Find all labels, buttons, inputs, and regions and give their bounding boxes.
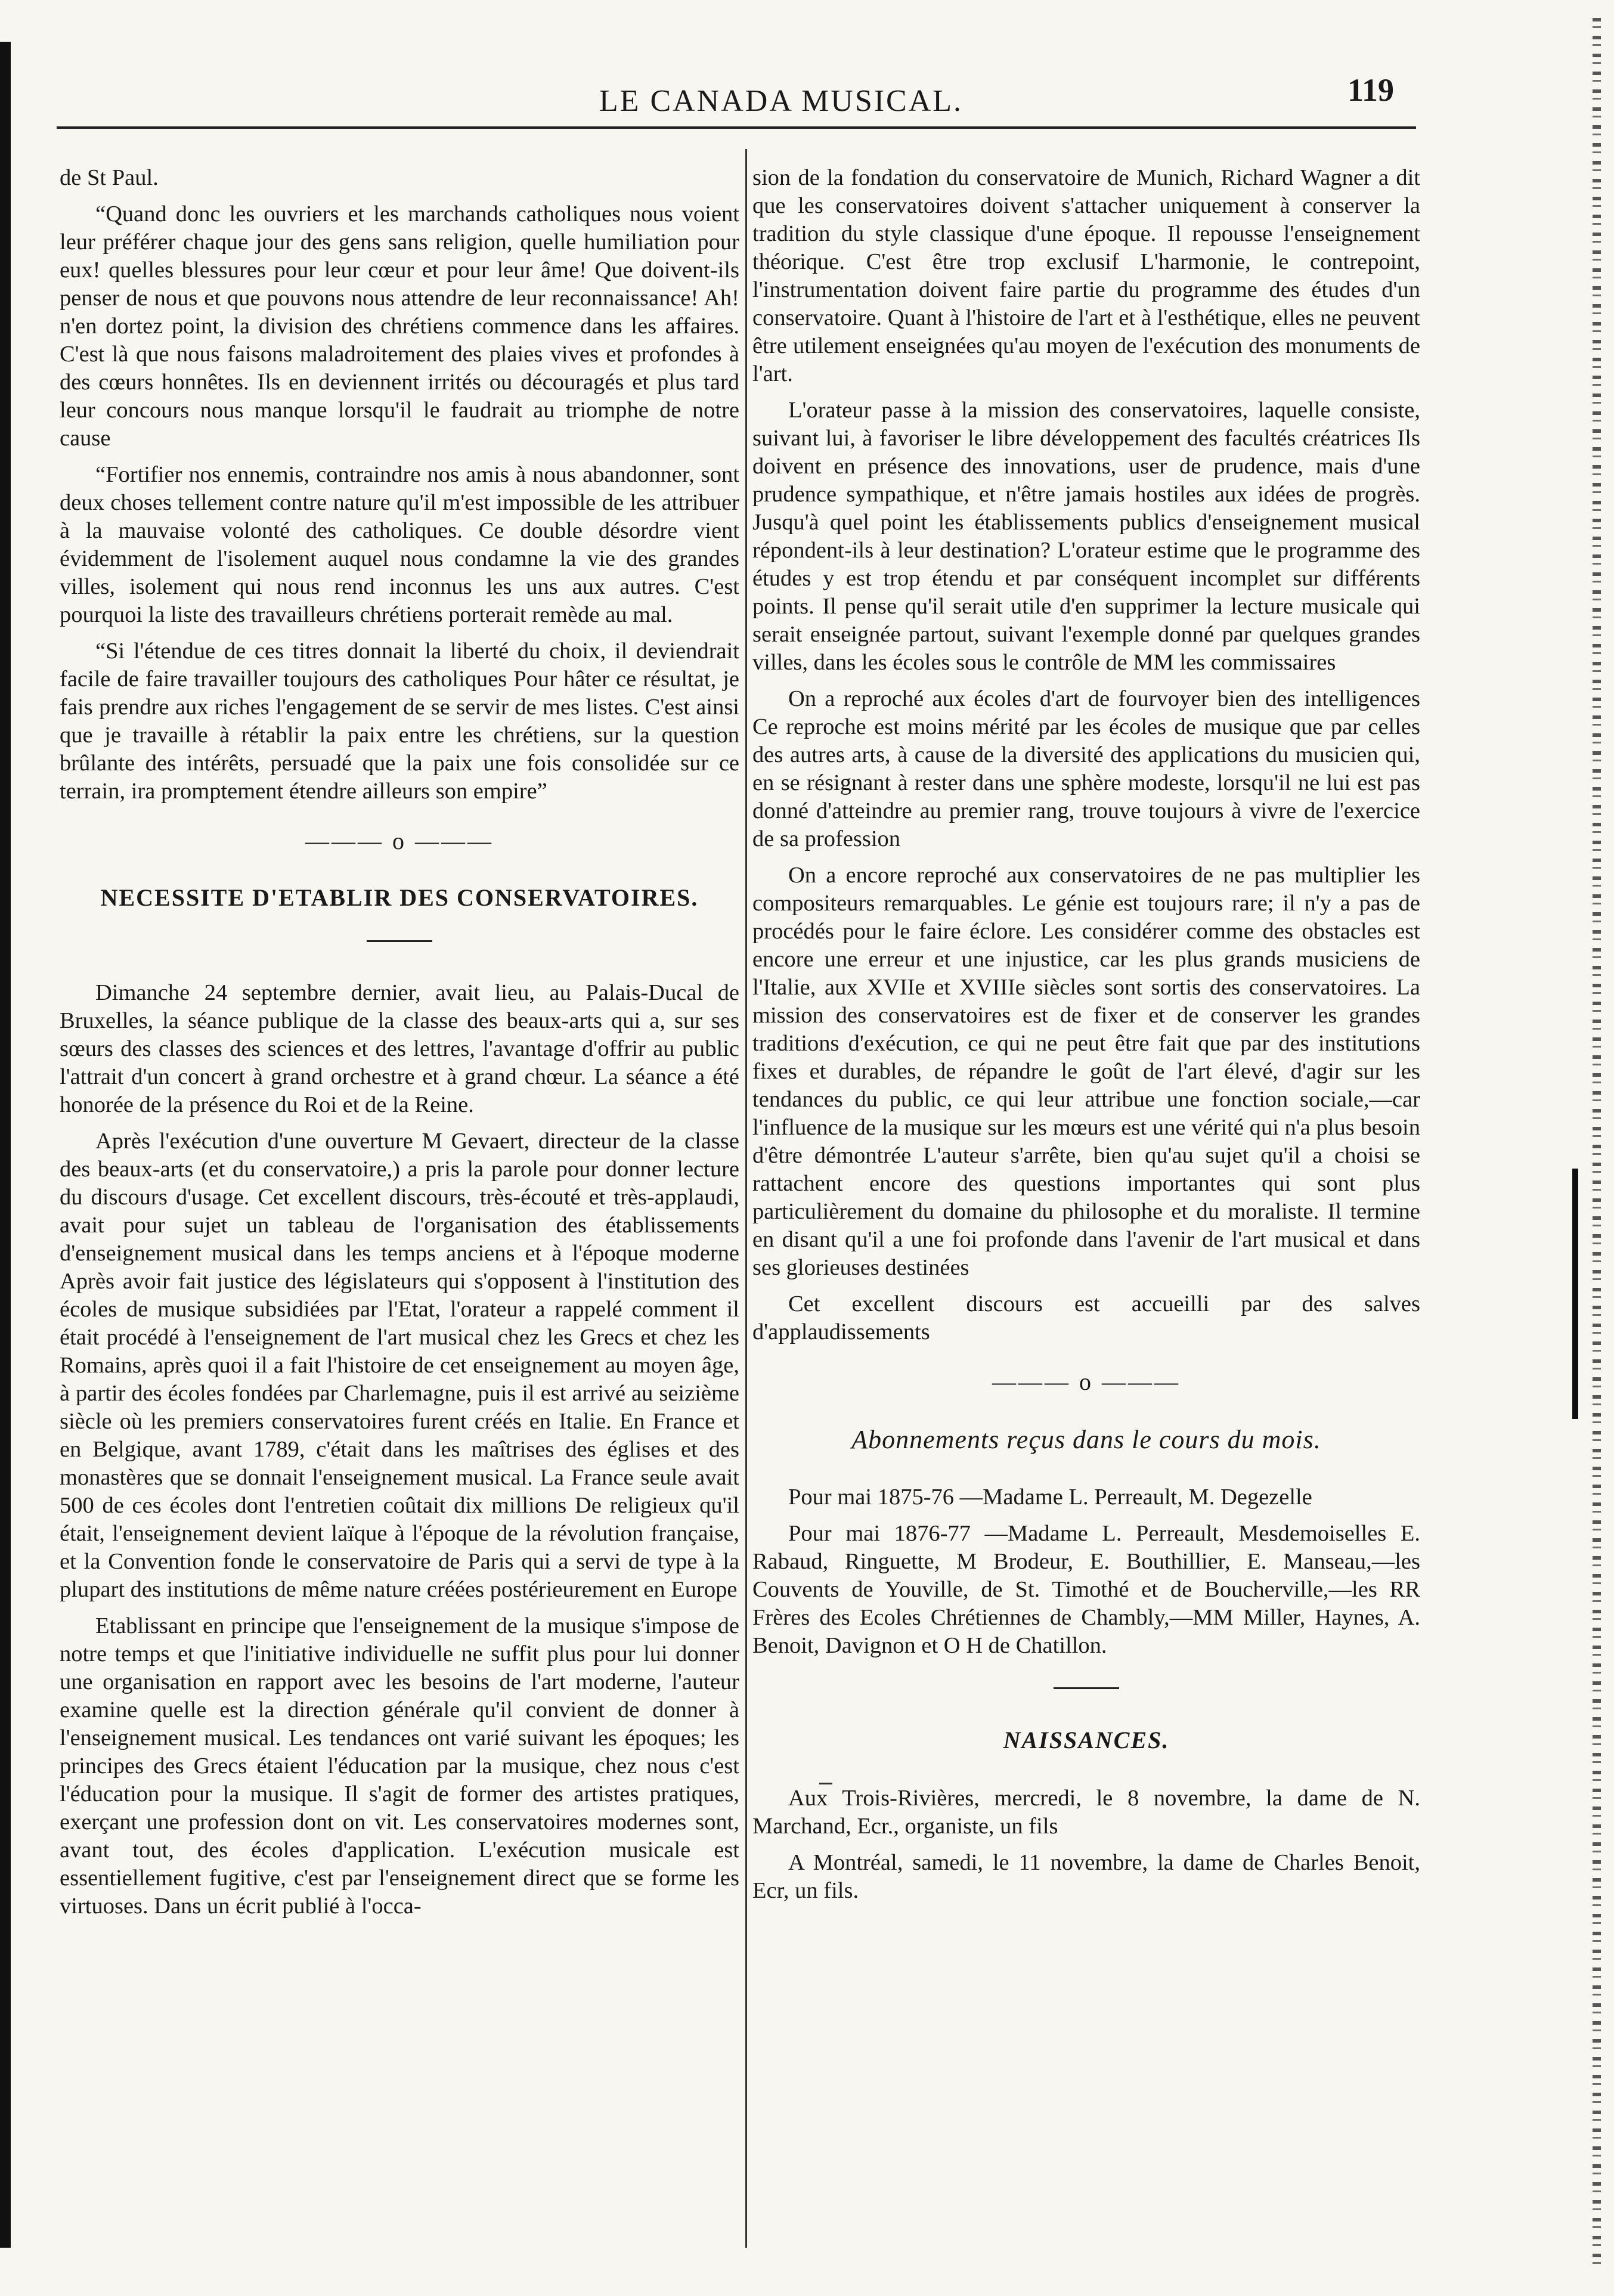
birth-entry: Aux Trois-Rivières, mercredi, le 8 novembre, la dame de N. Marchand, Ecr., organiste, un fils xyxy=(752,1786,1420,1839)
running-title: LE CANADA MUSICAL. xyxy=(599,84,964,118)
article-paragraph: de St Paul. xyxy=(60,165,159,190)
section-separator: ——— o ——— xyxy=(305,828,494,854)
binding-edge xyxy=(0,42,11,2248)
article-paragraph: On a reproché aux écoles d'art de fourvoyer bien des intelligences Ce reproche est moins mérité par les écoles de musique que par celles des autres arts, à cause de la diversité des applications du musicien qui, en se résignant à rester dans une sphère modeste, lorsqu'il ne lui est pas donné d'atteindre au premier rang, trouve toujours à vivre de l'exercice de sa profession xyxy=(752,686,1420,851)
page-edge-mark xyxy=(1572,1169,1578,1419)
article-paragraph: Cet excellent discours est accueilli par des salves d'applaudissements xyxy=(752,1291,1420,1344)
article-paragraph: sion de la fondation du conservatoire de Munich, Richard Wagner a dit que les conservatoires doivent s'attacher uniquement à conserver la tradition du style classique d'une époque. Il repousse l'enseignement théorique. C'est être trop exclusif L'harmonie, le contrepoint, l'instrumentation doivent faire partie du programme des études d'un conservatoire. Quant à l'histoire de l'art et à l'esthétique, elles ne peuvent être utilement enseignées qu'au moyen de l'exécution des monuments de l'art. xyxy=(752,165,1420,386)
page-header xyxy=(0,72,1614,119)
article-paragraph: L'orateur passe à la mission des conservatoires, laquelle consiste, suivant lui, à favoriser le libre développement des facultés créatrices Ils doivent en présence des innovations, user de prudence, mais d'une prudence sympathique, et n'être jamais hostiles aux idées de progrès. Jusqu'à quel point les établissements publics d'enseignement musical répondent-ils à leur destination? L'orateur estime que le programme des études y est trop étendu et par conséquent incomplet sur différents points. Il pense qu'il serait utile d'en supprimer la lecture musicale qui serait enseignée partout, suivant l'exemple donné par quelques grandes villes, dans les écoles sous le contrôle de MM les commissaires xyxy=(752,398,1420,675)
title-rule xyxy=(1054,1687,1119,1689)
article-paragraph: “Si l'étendue de ces titres donnait la liberté du choix, il deviendrait facile de faire travailler toujours des catholiques Pour hâter ce résultat, je fais prendre aux riches l'engagement de se servir de mes listes. C'est ainsi que je travaille à rétablir la paix entre les chrétiens, sur la question brûlante des intérêts, persuadé que la paix une fois consolidée sur ce terrain, ira promptement étendre ailleurs son empire” xyxy=(60,639,739,804)
subscription-entry: Pour mai 1876-77 —Madame L. Perreault, Mesdemoiselles E. Rabaud, Ringuette, M Brodeur, E. Bouthillier, E. Manseau,—les Couvents de Youville, de St. Timothé et de Boucherville,—les RR Frères des Ecoles Chrétiennes de Chambly,—MM Miller, Haynes, A. Benoit, Davignon et O H de Chatillon. xyxy=(752,1521,1420,1658)
column-divider xyxy=(745,149,747,2248)
birth-entry: A Montréal, samedi, le 11 novembre, la dame de Charles Benoit, Ecr, un fils. xyxy=(752,1850,1420,1903)
article-paragraph: On a encore reproché aux conservatoires de ne pas multiplier les compositeurs remarquables. Le génie est toujours rare; il n'y a pas de procédés pour le faire éclore. Les considérer comme des obstacles est encore une erreur et une injustice, car les plus grands musiciens de l'Italie, aux XVIIe et XVIIIe siècles sont sortis des conservatoires. La mission des conservatoires est de fixer et de conserver les grandes traditions d'exécution, ce qui ne peut être fait que par des institutions fixes et durables, de répandre le goût de l'art élevé, d'agir sur les tendances du public, ce qui leur attribue une fonction sociale,—car l'influence de la musique sur les mœurs est une vérité qui n'a plus besoin d'être démontrée L'auteur s'arrête, bien qu'au sujet qu'il a choisi se rattachent encore des questions importantes qui sont plus particulièrement du domaine du philosophe et du moraliste. Il termine en disant qu'il a une foi profonde dans l'avenir de l'art musical et dans ses glorieuses destinées xyxy=(752,863,1420,1280)
title-rule xyxy=(367,940,432,942)
section-title: NECESSITE D'ETABLIR DES CONSERVATOIRES. xyxy=(100,884,699,911)
births-title: NAISSANCES. xyxy=(1003,1727,1170,1753)
article-paragraph: Après l'exécution d'une ouverture M Gevaert, directeur de la classe des beaux-arts (et du conservatoire,) a pris la parole pour donner lecture du discours d'usage. Cet excellent discours, très-écouté et très-applaudi, avait pour sujet un tableau de l'organisation des établissements d'enseignement musical dans les temps anciens et à l'époque moderne Après avoir fait justice des législateurs qui s'opposent à l'institution des écoles de musique subsidiées par l'Etat, l'orateur a rappelé comment il était procédé à l'enseignement de l'art musical chez les Grecs et chez les Romains, après quoi il a fait l'histoire de cet enseignement au moyen âge, à partir des écoles fondées par Charlemagne, puis il est arrivé au seizième siècle où les premiers conservatoires furent créés en Italie. En France et en Belgique, avant 1789, c'était dans les maîtrises des églises et des monastères que se donnait l'enseignement musical. La France seule avait 500 de ces écoles dont l'entretien coûtait dix millions De religieux qu'il était, l'enseignement devient laïque à l'époque de la révolution française, et la Convention fonde le conservatoire de Paris qui a servi de type à la plupart des institutions de même nature créées postérieurement en Europe xyxy=(60,1129,739,1602)
section-separator: ——— o ——— xyxy=(992,1368,1181,1395)
article-paragraph: Dimanche 24 septembre dernier, avait lieu, au Palais-Ducal de Bruxelles, la séance publique de la classe des beaux-arts qui a, sur ses sœurs des classes des sciences et des lettres, l'avantage d'offrir au public l'attrait d'un concert à grand orchestre et à grand chœur. La séance a été honorée de la présence du Roi et de la Reine. xyxy=(60,980,739,1117)
subscriptions-title: Abonnements reçus dans le cours du mois. xyxy=(851,1425,1321,1454)
article-paragraph: “Fortifier nos ennemis, contraindre nos amis à nous abandonner, sont deux choses tellement contre nature qu'il m'est impossible de les attribuer à la mauvaise volonté des catholiques. Ce double désordre vient évidemment de l'isolement auquel nous condamne la vie des grandes villes, isolement qui nous rend inconnus les uns aux autres. C'est pourquoi la liste des travailleurs chrétiens porterait remède au mal. xyxy=(60,462,739,627)
article-paragraph: Etablissant en principe que l'enseignement de la musique s'impose de notre temps et que l'initiative individuelle ne suffit plus pour lui donner une organisation en rapport avec les besoins de l'art moderne, l'auteur examine quelle est la direction générale qu'il convient de donner à l'enseignement musical. Les tendances ont varié suivant les époques; les principes des Grecs étaient l'éducation par la musique, chez nous c'est l'éducation pour la musique. Il s'agit de former des artistes pratiques, exerçant une profession dont on vit. Les conservatoires modernes sont, avant tout, des écoles d'application. L'exécution musicale est essentiellement fugitive, c'est par l'enseignement direct que se forme les virtuoses. Dans un écrit publié à l'occa- xyxy=(60,1613,739,1919)
left-column xyxy=(60,164,739,1929)
header-rule xyxy=(57,126,1416,129)
subscription-entry: Pour mai 1875-76 —Madame L. Perreault, M. Degezelle xyxy=(788,1485,1312,1510)
page-edge xyxy=(1593,18,1601,2272)
page-number: 119 xyxy=(1347,72,1395,108)
article-paragraph: “Quand donc les ouvriers et les marchands catholiques nous voient leur préférer chaque jour des gens sans religion, quelle humiliation pour eux! quelles blessures pour leur cœur et pour leur âme! Que doivent-ils penser de nous et que pouvons nous attendre de leur reconnaissance! Ah! n'en dortez point, la division des chrétiens commence dans les affaires. C'est là que nous faisons maladroitement des plaies vives et profondes à des cœurs honnêtes. Ils en deviennent irrités ou découragés et plus tard leur concours nous manque lorsqu'il le faudrait au triomphe de notre cause xyxy=(60,202,739,451)
right-column xyxy=(752,164,1420,1913)
